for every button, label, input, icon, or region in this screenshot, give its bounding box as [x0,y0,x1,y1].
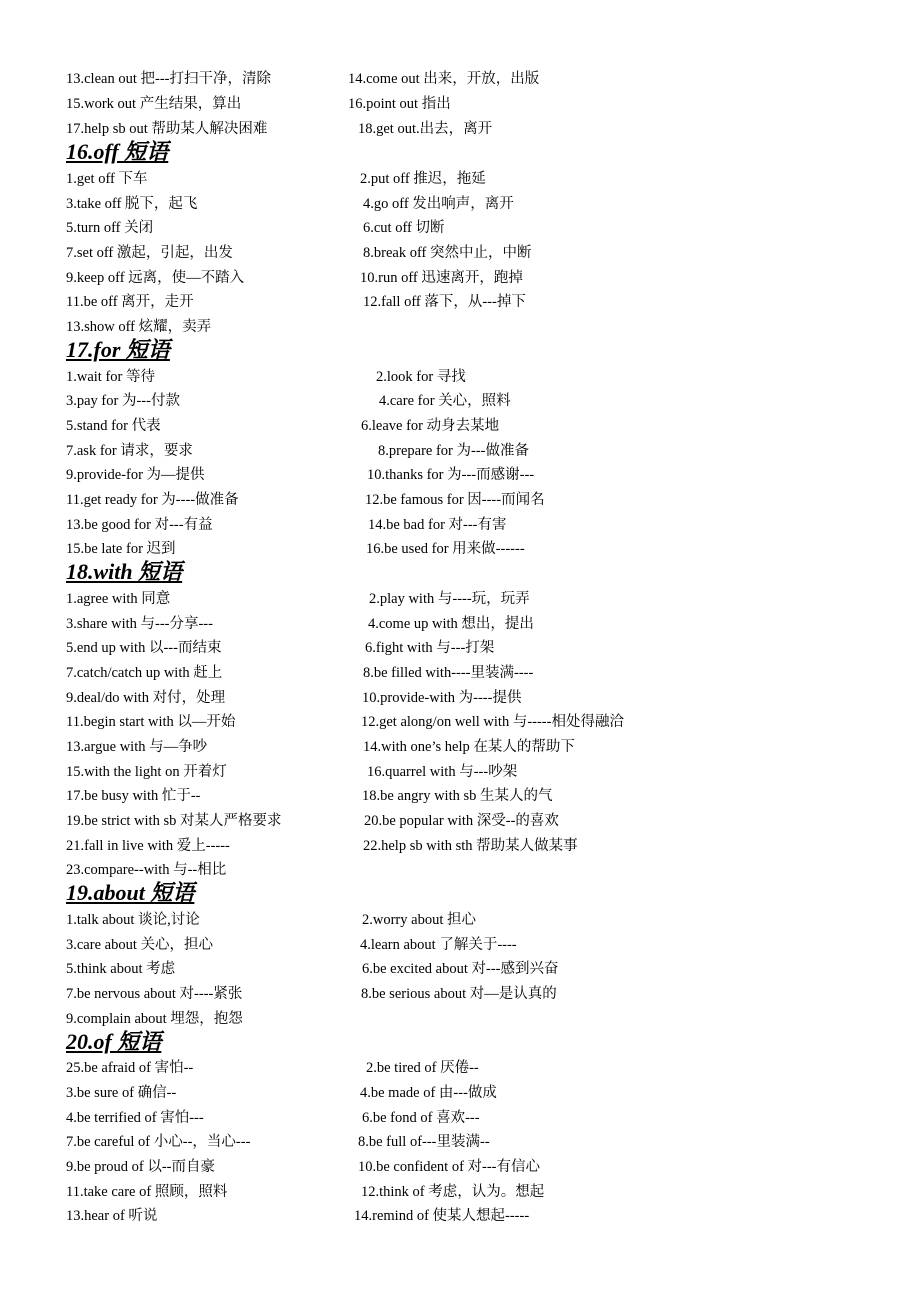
phrase-left: 7.be nervous about 对----紧张 [66,986,243,1002]
phrase-right: 4.come up with 想出，提出 [368,616,534,632]
phrase-left: 7.catch/catch up with 赶上 [66,665,223,681]
phrase-right: 12.think of 考虑，认为。想起 [361,1184,545,1200]
phrase-left: 3.care about 关心，担心 [66,937,213,953]
phrase-left: 17.be busy with 忙于-- [66,788,201,804]
phrase-right: 6.fight with 与---打架 [365,640,495,656]
phrase-left: 1.wait for 等待 [66,369,155,385]
phrase-left: 7.be careful of 小心--，当心--- [66,1134,251,1150]
phrase-left: 13.clean out 把---打扫干净，清除 [66,71,271,87]
phrase-left: 3.share with 与---分享--- [66,616,213,632]
phrase-left: 7.set off 激起，引起，出发 [66,245,233,261]
phrase-right: 14.be bad for 对---有害 [368,517,507,533]
phrase-left: 21.fall in live with 爱上----- [66,838,230,854]
phrase-left: 11.begin start with 以—开始 [66,714,236,730]
phrase-right: 2.play with 与----玩，玩弄 [369,591,530,607]
phrase-right: 14.remind of 使某人想起----- [354,1208,530,1224]
phrase-left: 9.provide-for 为—提供 [66,467,205,483]
phrase-left: 5.think about 考虑 [66,961,176,977]
section-heading-for: 17.for 短语 [66,337,170,362]
phrase-left: 4.be terrified of 害怕--- [66,1110,204,1126]
phrase-right: 6.cut off 切断 [363,220,445,236]
phrase-right: 6.leave for 动身去某地 [361,418,500,434]
phrase-right: 16.quarrel with 与---吵架 [367,764,518,780]
section-heading-with: 18.with 短语 [66,559,183,584]
phrase-left: 7.ask for 请求，要求 [66,443,193,459]
phrase-right: 10.thanks for 为---而感谢--- [367,467,535,483]
phrase-right: 2.worry about 担心 [362,912,476,928]
phrase-left: 15.with the light on 开着灯 [66,764,227,780]
phrase-left: 9.keep off 远离，使—不踏入 [66,270,245,286]
phrase-right: 12.be famous for 因----而闻名 [365,492,545,508]
phrase-left: 1.agree with 同意 [66,591,171,607]
phrase-left: 13.argue with 与—争吵 [66,739,208,755]
section-heading-off: 16.off 短语 [66,139,169,164]
phrase-right: 16.be used for 用来做------ [366,541,525,557]
section-heading-of: 20.of 短语 [66,1029,162,1054]
phrase-left: 13.show off 炫耀，卖弄 [66,319,212,335]
phrase-left: 11.be off 离开，走开 [66,294,194,310]
phrase-right: 14.with one’s help 在某人的帮助下 [363,739,575,755]
phrase-left: 13.hear of 听说 [66,1208,158,1224]
phrase-right: 20.be popular with 深受--的喜欢 [364,813,559,829]
phrase-right: 14.come out 出来，开放，出版 [348,71,540,87]
phrase-right: 10.be confident of 对---有信心 [358,1159,541,1175]
phrase-left: 9.complain about 埋怨，抱怨 [66,1011,243,1027]
phrase-right: 4.go off 发出响声，离开 [363,196,514,212]
phrase-right: 4.care for 关心，照料 [379,393,511,409]
phrase-right: 2.put off 推迟，拖延 [360,171,486,187]
phrase-left: 23.compare--with 与--相比 [66,862,227,878]
phrase-left: 19.be strict with sb 对某人严格要求 [66,813,282,829]
phrase-left: 1.get off 下车 [66,171,148,187]
phrase-right: 8.be full of---里装满-- [358,1134,490,1150]
phrase-left: 13.be good for 对---有益 [66,517,213,533]
phrase-left: 9.deal/do with 对付，处理 [66,690,226,706]
phrase-left: 1.talk about 谈论,讨论 [66,912,200,928]
phrase-left: 15.be late for 迟到 [66,541,176,557]
phrase-right: 6.be excited about 对---感到兴奋 [362,961,559,977]
phrase-right: 2.look for 寻找 [376,369,466,385]
phrase-right: 10.run off 迅速离开，跑掉 [360,270,523,286]
phrase-right: 8.break off 突然中止，中断 [363,245,532,261]
phrase-left: 17.help sb out 帮助某人解决困难 [66,121,268,137]
phrase-right: 4.learn about 了解关于---- [360,937,517,953]
phrase-left: 15.work out 产生结果，算出 [66,96,242,112]
phrase-left: 11.get ready for 为----做准备 [66,492,239,508]
phrase-left: 5.stand for 代表 [66,418,161,434]
phrase-right: 18.be angry with sb 生某人的气 [362,788,553,804]
phrase-left: 3.pay for 为---付款 [66,393,180,409]
phrase-right: 12.get along/on well with 与-----相处得融洽 [361,714,624,730]
phrase-right: 16.point out 指出 [348,96,451,112]
phrase-right: 22.help sb with sth 帮助某人做某事 [363,838,578,854]
phrase-left: 25.be afraid of 害怕-- [66,1060,194,1076]
phrase-left: 3.be sure of 确信-- [66,1085,177,1101]
phrase-right: 4.be made of 由---做成 [360,1085,497,1101]
phrase-left: 9.be proud of 以--而自豪 [66,1159,215,1175]
phrase-right: 2.be tired of 厌倦-- [366,1060,479,1076]
section-heading-about: 19.about 短语 [66,880,195,905]
phrase-left: 5.end up with 以---而结束 [66,640,222,656]
phrase-left: 5.turn off 关闭 [66,220,154,236]
phrase-right: 8.prepare for 为---做准备 [378,443,529,459]
phrase-right: 6.be fond of 喜欢--- [362,1110,480,1126]
phrase-right: 12.fall off 落下，从---掉下 [363,294,526,310]
phrase-right: 8.be serious about 对—是认真的 [361,986,557,1002]
phrase-right: 10.provide-with 为----提供 [362,690,522,706]
phrase-right: 18.get out.出去，离开 [358,121,493,137]
phrase-left: 3.take off 脱下，起飞 [66,196,198,212]
phrase-right: 8.be filled with----里装满---- [363,665,534,681]
phrase-left: 11.take care of 照顾，照料 [66,1184,228,1200]
